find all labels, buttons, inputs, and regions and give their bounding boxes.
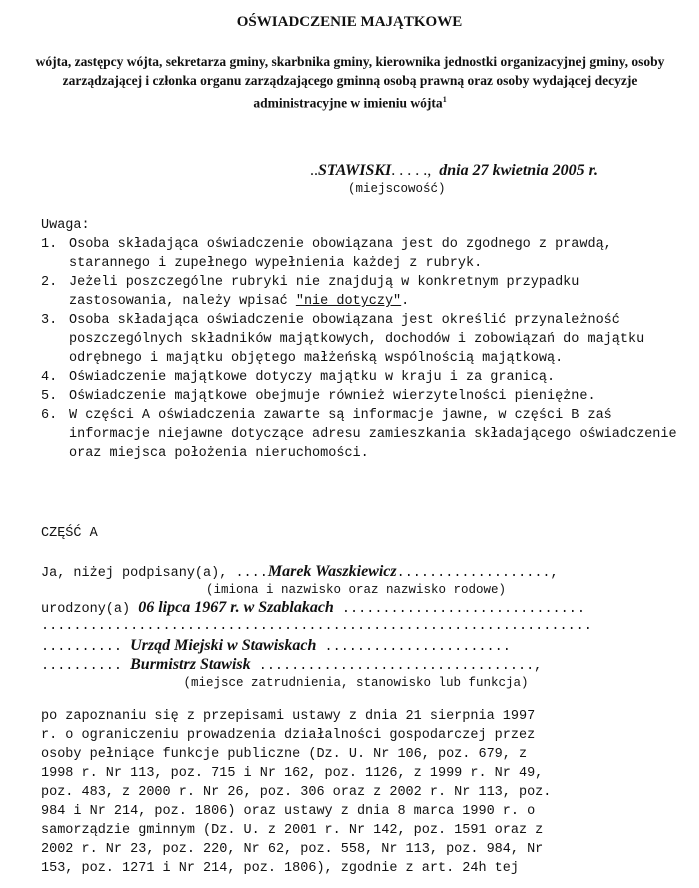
uwaga-heading: Uwaga: [41,218,90,233]
declaration-date: dnia 27 kwietnia 2005 r. [439,162,598,179]
place-value: STAWISKI [318,162,392,179]
subtitle-footnote-mark: 1 [442,95,447,104]
body-line: osoby pełniące funkcje publiczne (Dz. U. Nr 106, poz. 679, z [41,747,528,762]
document-subtitle [30,52,670,113]
position-dots-before: .......... [41,659,123,674]
uwaga-item-text: Jeżeli poszczególne rubryki nie znajdują w konkretnym przypadku zastosowania, należy wpisać [69,275,580,309]
subtitle-text: wójta, zastępcy wójta, sekretarza gminy, skarbnika gminy, kierownika jednostki organizacyjnej gminy, osoby zarządzającej i członka organu zarządzającego gminną osobą prawną oraz osoby wydającej decyzje administracyjne w imieniu wójta [35,54,665,111]
uwaga-item-text: W części A oświadczenia zawarte są informacje jawne, w części B zaś informacje niejawne dotyczące adresu zamieszkania składającego oświadczenie oraz miejsca położenia nieruchomości. [69,408,677,461]
body-line: 984 i Nr 214, poz. 1806) oraz ustawy z dnia 8 marca 1990 r. o [41,804,536,819]
place-caption: (miejscowość) [348,182,446,196]
uwaga-item-text: Oświadczenie majątkowe dotyczy majątku w kraju i za granicą. [69,370,556,385]
uwaga-item [41,273,681,311]
blank-dotted-line: .................................................................... [41,619,592,634]
body-line: 2002 r. Nr 23, poz. 220, Nr 62, poz. 558, Nr 113, poz. 984, Nr [41,842,544,857]
uwaga-item-number: 1. [41,237,58,252]
body-line: samorządzie gminnym (Dz. U. z 2001 r. Nr 142, poz. 1591 oraz z [41,823,544,838]
place-dots-before: .. [310,162,318,179]
born-row [41,598,671,617]
place-date-line [310,160,598,180]
document-title: OŚWIADCZENIE MAJĄTKOWE [236,14,463,30]
uwaga-item-number: 6. [41,408,58,423]
name-value: Marek Waszkiewicz [267,563,397,580]
body-line: 153, poz. 1271 i Nr 214, poz. 1806), zgodnie z art. 24h tej [41,861,519,876]
name-dots-after: ..................., [396,566,559,581]
nie-dotyczy-phrase: "nie dotyczy" [295,294,402,309]
born-label: urodzony(a) [41,602,131,617]
born-dots-after: .............................. [333,602,585,617]
uwaga-item [41,311,681,368]
body-line: poz. 483, z 2000 r. Nr 26, poz. 306 oraz z 2002 r. Nr 113, poz. [41,785,552,800]
uwaga-item-text: Osoba składająca oświadczenie obowiązana jest określić przynależność poszczególnych składników majątkowych, dochodów i zobowiązań do majątku odrębnego i majątku objętego małżeńską wspólnością majątkową. [69,313,645,366]
born-value: 06 lipca 1967 r. w Szablakach [138,599,334,616]
uwaga-item [41,387,681,406]
uwaga-item-text-end: . [401,294,410,309]
name-row [41,562,671,581]
position-value: Burmistrz Stawisk [130,656,251,673]
body-line: po zapoznaniu się z przepisami ustawy z dnia 21 sierpnia 1997 [41,709,536,724]
uwaga-item [41,406,681,463]
employer-dots-after: ....................... [316,640,511,655]
position-dots-after: .................................., [250,659,543,674]
body-line: 1998 r. Nr 113, poz. 715 i Nr 162, poz. 1126, z 1999 r. Nr 49, [41,766,544,781]
uwaga-item-number: 3. [41,313,58,328]
uwaga-list [41,235,681,463]
declaration-body [41,707,671,878]
uwaga-item-text: Osoba składająca oświadczenie obowiązana jest do zgodnego z prawdą, starannego i zupełnego wypełnienia każdej z rubryk. [69,237,612,271]
employer-row [41,636,671,655]
declarant-fields [41,562,671,691]
uwaga-item-number: 5. [41,389,58,404]
position-row [41,655,671,674]
place-dots-after: . . . . ., [391,162,432,179]
name-label: Ja, niżej podpisany(a), [41,566,228,581]
section-a-heading: CZĘŚĆ A [41,526,98,541]
employer-value: Urząd Miejski w Stawiskach [130,637,317,654]
uwaga-item-text: Oświadczenie majątkowe obejmuje również wierzytelności pieniężne. [69,389,596,404]
uwaga-item [41,368,681,387]
body-line: r. o ograniczeniu prowadzenia działalności gospodarczej przez [41,728,536,743]
uwaga-item-number: 4. [41,370,58,385]
uwaga-item [41,235,681,273]
name-caption: (imiona i nazwisko oraz nazwisko rodowe) [205,583,507,597]
name-dots-before: .... [227,566,268,581]
employer-dots-before: .......... [41,640,123,655]
employment-caption: (miejsce zatrudnienia, stanowisko lub funkcja) [183,676,529,690]
uwaga-item-number: 2. [41,275,58,290]
